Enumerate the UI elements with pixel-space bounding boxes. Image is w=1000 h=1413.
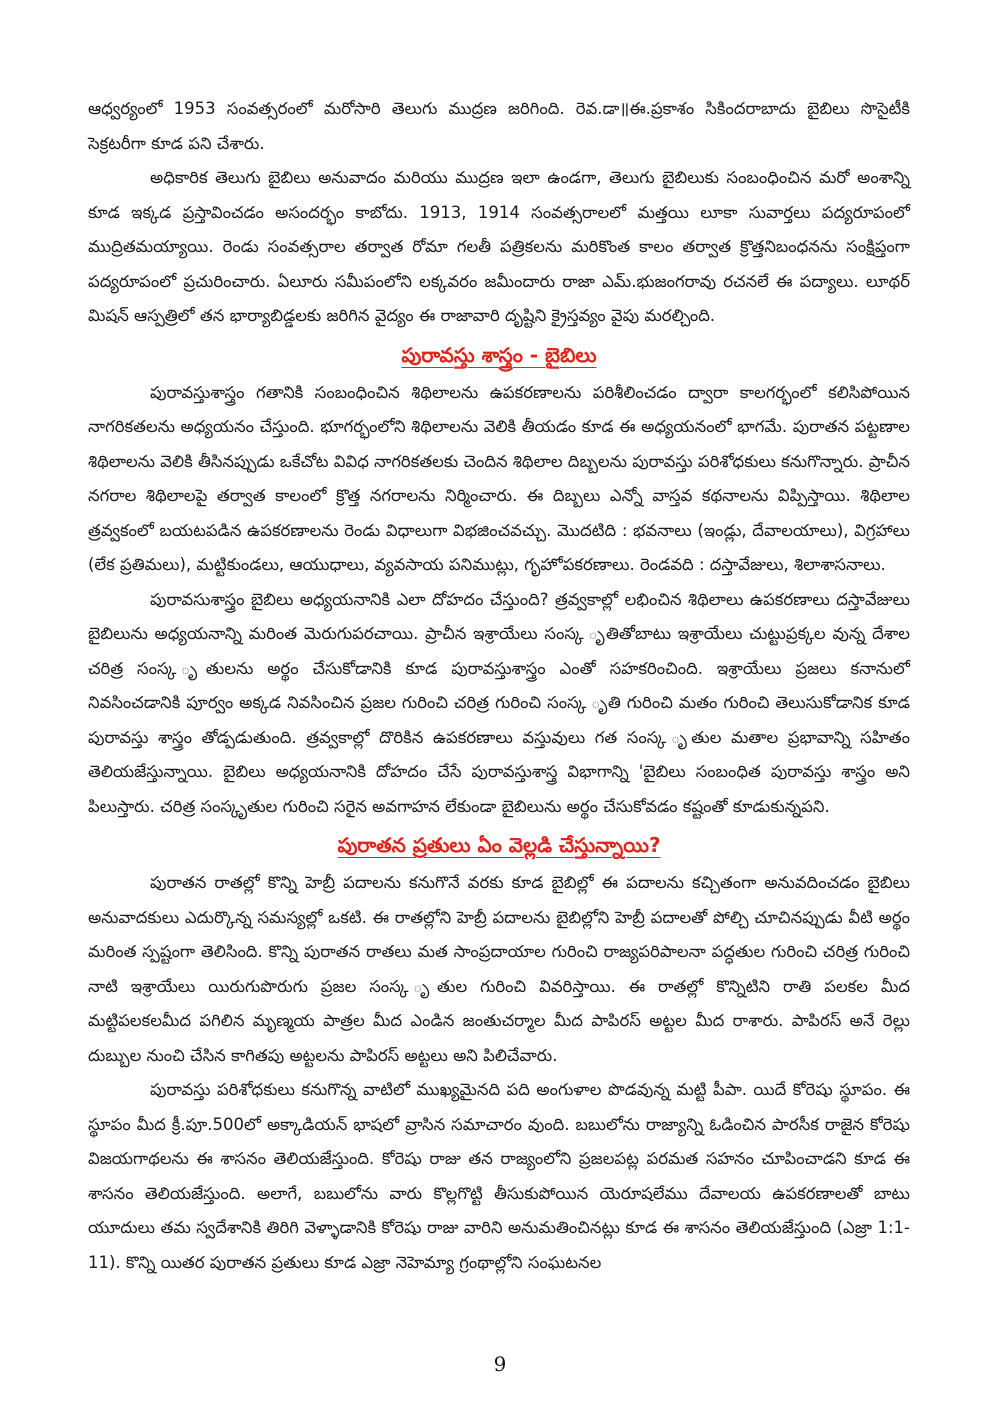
- paragraph-1: ఆధ్వర్యంలో 1953 సంవత్సరంలో మరోసారి తెలుగు ముద్రణ జరిగింది. రెవ.డా॥ఈ.ప్రకాశం సికిందరాబాదు బైబిలు సొసైటీకి సెక్రటరీగా కూడ పని చేశారు.: [88, 99, 910, 153]
- section-heading-ancient-manuscripts: పురాతన ప్రతులు ఏం వెల్లడి చేస్తున్నాయి?: [337, 833, 661, 857]
- page-number: 9: [493, 1352, 507, 1376]
- paragraph-3: పురావస్తుశాస్త్రం గతానికి సంబంధించిన శిథిలాలను ఉపకరణాలను పరిశీలించడం ద్వారా కాలగర్భంలో కలిసిపోయిన నాగరికతలను అధ్యయనం చేస్తుంది. భూగర్భంలోని శిథిలాలను వెలికి తీయడం కూడ ఈ అధ్యయనంలో భాగమే. పురాతన పట్టణాల శిథిలాలను వెలికి తీసినప్పుడు ఒకేచోట వివిధ నాగరికతలకు చెందిన శిథిలాల దిబ్బలను పురావస్తు పరిశోధకులు కనుగొన్నారు. ప్రాచీన నగరాల శిథిలాలపై తర్వాత కాలంలో క్రొత్త నగరాలను నిర్మించారు. ఈ దిబ్బలు ఎన్నో వాస్తవ కథనాలను విప్పిస్తాయి. శిథిలాల త్రవ్వకంలో బయటపడిన ఉపకరణాలను రెండు విధాలుగా విభజించవచ్చు. మొదటిది : భవనాలు (ఇండ్లు, దేవాలయాలు), విగ్రహాలు (లేక ప్రతిమలు), మట్టికుండలు, ఆయుధాలు, వ్యవసాయ పనిముట్లు, గృహోపకరణాలు. రెండవది : దస్తావేజులు, శిలాశాసనాలు.: [88, 382, 910, 574]
- document-page: [88, 92, 910, 1352]
- section-heading-archaeology-bible: పురావస్తు శాస్త్రం - బైబిలు: [401, 342, 597, 367]
- paragraph-4: పురావసుశాస్త్రం బైబిలు అధ్యయనానికి ఎలా దోహదం చేస్తుంది? త్రవ్వకాల్లో లభించిన శిథిలాలు ఉపకరణాలు దస్తావేజులు బైబిలును అధ్యయనాన్ని మరింత మెరుగుపరచాయి. ప్రాచీన ఇశ్రాయేలు సంస్క ృతితోబాటు ఇశ్రాయేలు చుట్టుప్రక్కల వున్న దేశాల చరిత్ర సంస్క ృతులను అర్థం చేసుకోడానికి కూడ పురావస్తుశాస్త్రం ఎంతో సహకరించింది. ఇశ్రాయేలు ప్రజలు కనానులో నివసించడానికి పూర్వం అక్కడ నివసించిన ప్రజల గురించి చరిత్ర గురించి సంస్క ృతి గురించి మతం గురించి తెలుసుకోడానిక కూడ పురావస్తు శాస్త్రం తోడ్పడుతుంది. త్రవ్వకాల్లో దొరికిన ఉపకరణాలు వస్తువులు గత సంస్క ృతుల మతాల ప్రభావాన్ని సహితం తెలియజేస్తున్నాయి. బైబిలు అధ్యయనానికి దోహదం చేసే పురావస్తుశాస్త్ర విభాగాన్ని 'బైబిలు సంబంధిత పురావస్తు శాస్త్రం అని పిలుస్తారు. చరిత్ర సంస్కృతుల గురించి సరైన అవగాహన లేకుండా బైబిలును అర్థం చేసుకోవడం కష్టంతో కూడుకున్నపని.: [88, 589, 910, 816]
- paragraph-5: పురాతన రాతల్లో కొన్ని హెబ్రీ పదాలను కనుగొనే వరకు కూడ బైబిల్లో ఈ పదాలను కచ్చితంగా అనువదించడం బైబిలు అనువాదకులు ఎదుర్కొన్న సమస్యల్లో ఒకటి. ఈ రాతల్లోని హెబ్రీ పదాలను బైబిల్లోని హెబ్రీ పదాలతో పోల్చి చూచినప్పుడు వీటి అర్థం మరింత స్పష్టంగా తెలిసింది. కొన్ని పురాతన రాతలు మత సాంప్రదాయాల గురించి రాజ్యపరిపాలనా పద్ధతుల గురించి చరిత్ర గురించి నాటి ఇశ్రాయేలు యిరుగుపొరుగు ప్రజల సంస్క ృతుల గురించి వివరిస్తాయి. ఈ రాతల్లో కొన్నిటిని రాతి పలకల మీద మట్టిపలకలమీద పగిలిన మృణ్మయ పాత్రల మీద ఎండిన జంతుచర్మాల మీద పాపిరస్ అట్టల మీద రాశారు. పాపిరస్ అనే రెల్లు దుబ్బుల నుంచి చేసిన కాగితపు అట్టలను పాపిరస్ అట్టలు అని పిలిచేవారు.: [88, 873, 910, 1065]
- paragraph-2: అధికారిక తెలుగు బైబిలు అనువాదం మరియు ముద్రణ ఇలా ఉండగా, తెలుగు బైబిలుకు సంబంధించిన మరో అంశాన్ని కూడ ఇక్కడ ప్రస్తావించడం అసందర్భం కాబోదు. 1913, 1914 సంవత్సరాలలో మత్తయి లూకా సువార్తలు పద్యరూపంలో ముద్రితమయ్యాయి. రెండు సంవత్సరాల తర్వాత రోమా గలతీ పత్రికలను మరికొంత కాలం తర్వాత క్రొత్తనిబంధనను సంక్షిప్తంగా పద్యరూపంలో ప్రచురించారు. ఏలూరు సమీపంలోని లక్కవరం జమీందారు రాజా ఎమ్.భుజంగరావు రచనలే ఈ పద్యాలు. లూథర్ మిషన్ ఆస్పత్రిలో తన భార్యాబిడ్డలకు జరిగిన వైద్యం ఈ రాజావారి దృష్టిని క్రైస్తవ్యం వైపు మరల్చింది.: [88, 168, 910, 325]
- paragraph-6: పురావస్తు పరిశోధకులు కనుగొన్న వాటిలో ముఖ్యమైనది పది అంగుళాల పొడవున్న మట్టి పీపా. యిదే కోరెషు స్థూపం. ఈ స్థూపం మీద క్రీ.పూ.500లో అక్కాడియన్ భాషలో వ్రాసిన సమాచారం వుంది. బబులోను రాజ్యాన్ని ఓడించిన పారసీక రాజైన కోరెషు విజయగాథలను ఈ శాసనం తెలియజేస్తుంది. కోరెషు రాజు తన రాజ్యంలోని ప్రజలపట్ల పరమత సహనం చూపించాడని కూడ ఈ శాసనం తెలియజేస్తుంది. అలాగే, బబులోను వారు కొల్లగొట్టి తీసుకుపోయిన యెరూషలేము దేవాలయ ఉపకరణాలతో బాటు యూదులు తమ స్వదేశానికి తిరిగి వెళ్ళాడానికి కోరెషు రాజు వారిని అనుమతించినట్లు కూడ ఈ శాసనం తెలియజేస్తుంది (ఎజ్రా 1:1-11). కొన్ని యితర పురాతన ప్రతులు కూడ ఎజ్రా నెహెమ్యా గ్రంథాల్లోని సంఘటనల: [88, 1080, 910, 1272]
